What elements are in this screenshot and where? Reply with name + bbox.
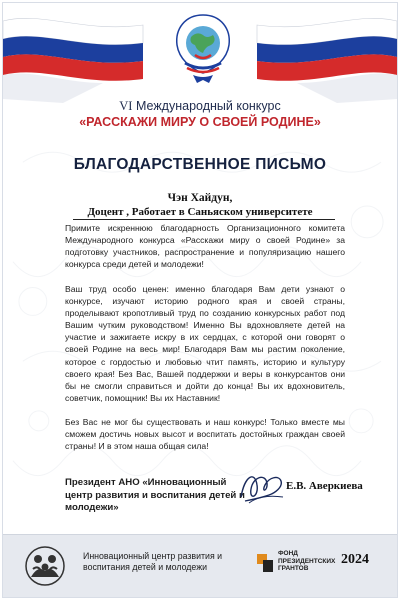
organization-logo: [21, 545, 69, 587]
grant-fund-line2: ПРЕЗИДЕНТСКИХ: [278, 557, 336, 565]
certificate-page: [2, 2, 398, 598]
presidential-grants-icon: [255, 550, 275, 574]
paragraph-closing: Без Вас не мог бы существовать и наш конкурс! Только вместе мы сможем достичь новых высот и воспитать достойных граждан своей страны! И в этом наша общая сила!: [65, 417, 345, 452]
letter-title: БЛАГОДАРСТВЕННОЕ ПИСЬМО: [73, 156, 327, 173]
contest-name: «РАССКАЖИ МИРУ О СВОЕЙ РОДИНЕ»: [79, 115, 321, 129]
contest-logo: [171, 11, 235, 85]
grant-year: 2024: [341, 552, 369, 567]
grant-fund-label: [278, 550, 338, 573]
footer-bar: [3, 534, 397, 597]
signer-title: Президент АНО «Инновационный центр развития и воспитания детей и молодежи»: [65, 477, 245, 513]
russian-flag-left: [3, 3, 153, 108]
handwritten-signature: [235, 467, 287, 507]
footer-organization-name: Инновационный центр развития и воспитания детей и молодежи: [83, 551, 223, 572]
recipient-role: Доцент , Работает в Саньяском университете: [87, 206, 313, 218]
recipient-name: Чэн Хайдун,: [167, 192, 233, 204]
contest-name-line1: Международный конкурс: [135, 99, 281, 113]
contest-roman-numeral: VI: [119, 99, 133, 113]
contest-edition: [3, 99, 397, 114]
grant-fund-line3: ГРАНТОВ: [278, 565, 309, 573]
signer-name: Е.В. Аверкиева: [286, 480, 363, 492]
paragraph-gratitude: Примите искреннюю благодарность Организационного комитета Международного конкурса «Расскажи миру о своей Родине» за подготовку участников, распространение и популяризацию нашего конкурса среди детей и молодежи!: [65, 223, 345, 270]
grant-fund-line1: ФОНД: [278, 550, 298, 557]
russian-flag-right: [247, 3, 397, 108]
paragraph-work-value: Ваш труд особо ценен: именно благодаря Вам дети узнают о конкурсе, изучают историю родного края и своей страны, проделывают кропотливый труд по созданию конкурсных работ под Вашим чутким руководством! Именно Вы вдохновляете детей на участие и зажигаете искру в их сердцах, с которой они говорят о своей Родине на весь мир! Благодаря Вам мы растим поколение, которое с гордостью и любовью чтит память, историю и культуру своего края! Без Вас, Вашей поддержки и веры в конкурсантов они бы не смогли справиться и дойти до конца! Вы их вдохновитель, советчик, помощник! Вы их Наставник!: [65, 284, 345, 403]
recipient-underline: [73, 219, 335, 220]
